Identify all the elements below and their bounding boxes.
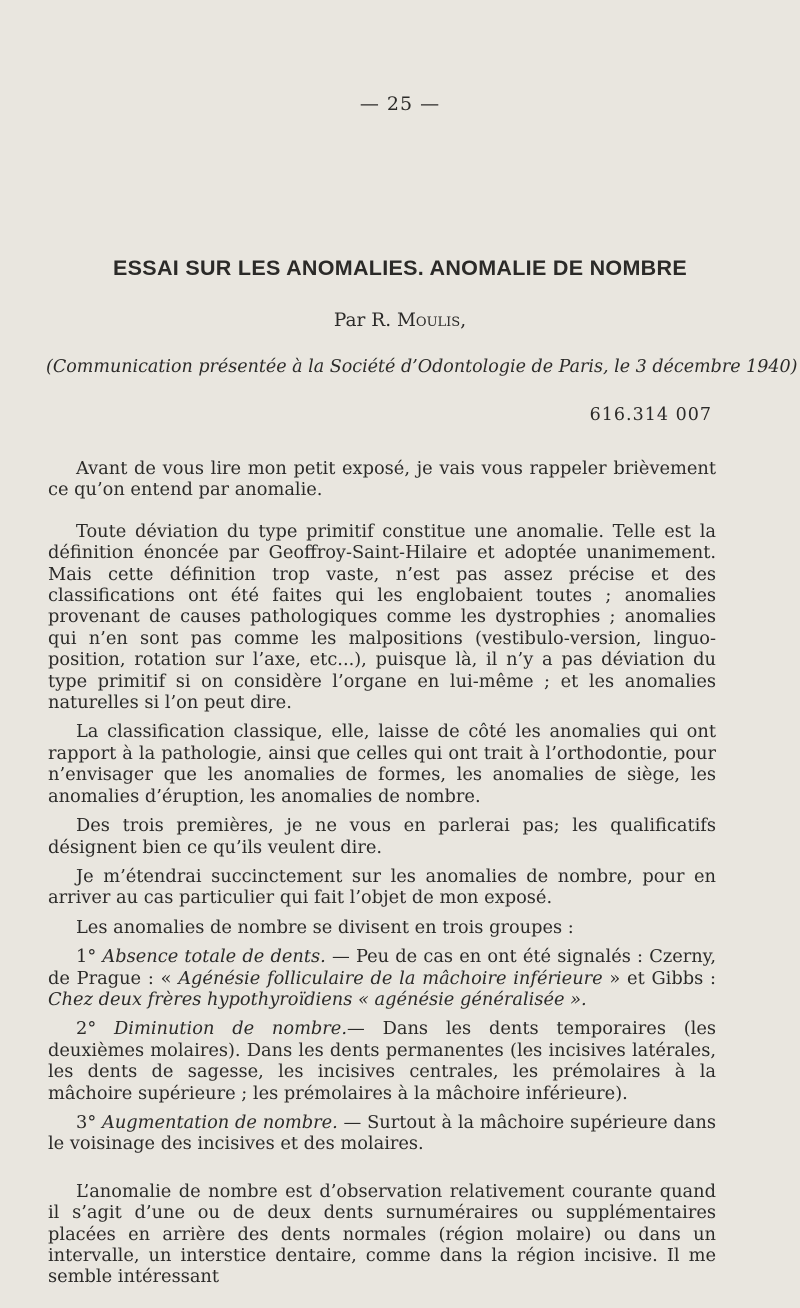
page-number: — 25 — [359,93,441,115]
paragraph-classification: La classification classique, elle, laisse de côté les anomalies qui ont rapport à la pathologie, ainsi que celles qui ont trait à l’orthodontie, pour n’envisager que les anomalies de formes, les anomalies de siège, les anomalies d’éruption, les anomalies de nombre. [48,721,716,807]
author-name: Moulis, [396,310,467,331]
communication-note: (Communication présentée à la Société d’Odontologie de Paris, le 3 décembre 1940) [46,357,798,377]
paragraph-group-1 [48,946,716,1010]
group-1-text: — Peu de cas en ont été signalés : Czerny, de Prague : « [48,946,717,989]
paragraph-definition: Toute déviation du type primitif constitue une anomalie. Telle est la définition énoncée par Geoffroy-Saint-Hilaire et adoptée unanimement. Mais cette définition trop vaste, n’est pas assez précise et des classifications ont été faites qui les englobaient toutes ; anomalies provenant de causes pathologiques comme les dystrophies ; anomalies qui n’en sont pas comme les malpositions (vestibulo-version, linguo-position, rotation sur l’axe, etc...), puisque là, il n’y a pas déviation du type primitif si on considère l’organe en lui-même ; et les anomalies naturelles si l’on peut dire. [48,520,716,714]
group-1-text-gibbs: » et Gibbs : [602,967,716,989]
group-3-number: 3° [76,1111,102,1133]
group-2-text: — Dans les dents temporaires (les deuxièmes molaires). Dans les dents permanentes (les incisives latérales, les dents de sagesse, les incisives centrales, les prémolaires à la mâchoire supérieure ; les prémolaires à la mâchoire inférieure). [48,1018,717,1104]
paragraph-group-3 [48,1112,716,1155]
group-2-number: 2° [76,1018,115,1040]
group-1-number: 1° [76,946,103,968]
paragraph-observation: L’anomalie de nombre est d’observation relativement courante quand il s’agit d’une ou de deux dents surnuméraires ou supplémentaires placées en arrière des dents normales (région molaire) ou dans un intervalle, un interstice dentaire, comme dans la région incisive. Il me semble intéressant [48,1180,716,1288]
paragraph-group-2 [48,1018,716,1104]
paragraph-intro: Avant de vous lire mon petit exposé, je vais vous rappeler brièvement ce qu’on entend par anomalie. [48,458,716,501]
author-line [0,310,800,331]
article-title: ESSAI SUR LES ANOMALIES. ANOMALIE DE NOMBRE [113,256,687,280]
group-1-quote-czerny: Agénésie folliculaire de la mâchoire inférieure [178,967,603,989]
group-3-heading: Augmentation de nombre. [101,1111,338,1133]
classification-code: 616.314 007 [589,405,712,425]
paragraph-first-three: Des trois premières, je ne vous en parlerai pas; les qualificatifs désignent bien ce qu’ils veulent dire. [48,815,716,858]
author-prefix: Par R. [333,310,397,331]
paragraph-groups: Les anomalies de nombre se divisent en trois groupes : [76,916,574,938]
group-1-heading: Absence totale de dents. [102,946,326,968]
article-body [48,458,716,1288]
group-3-text: — Surtout à la mâchoire supérieure dans le voisinage des incisives et des molaires. [48,1111,716,1155]
group-1-quote-gibbs: Chez deux frères hypothyroïdiens « agénésie généralisée ». [48,988,587,1010]
paragraph-extend: Je m’étendrai succinctement sur les anomalies de nombre, pour en arriver au cas particulier qui fait l’objet de mon exposé. [48,865,716,909]
group-2-heading: Diminution de nombre. [114,1018,347,1040]
